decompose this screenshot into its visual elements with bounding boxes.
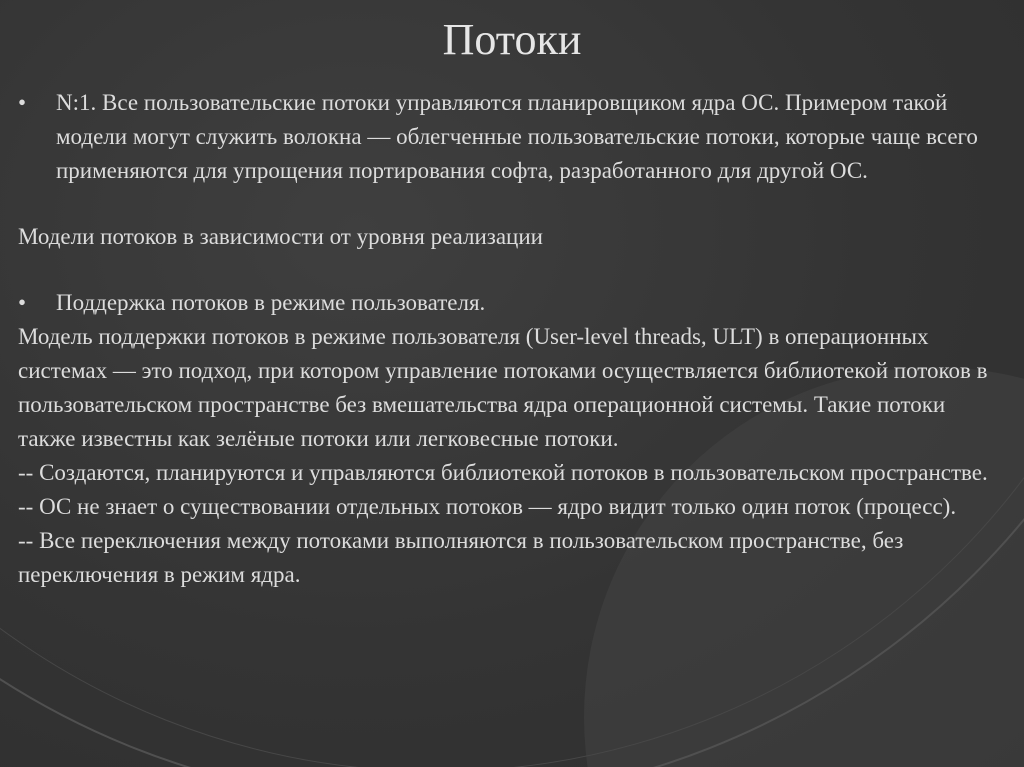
bullet-marker: • [18, 90, 27, 115]
dash-line-2: -- ОС не знает о существовании отдельных потоков — ядро видит только один поток (процесс). [18, 494, 957, 519]
slide-content [18, 86, 1003, 592]
slide-title: Потоки [442, 15, 582, 64]
bullet-marker: • [18, 290, 27, 315]
bullet-item [18, 86, 1003, 188]
models-heading: Модели потоков в зависимости от уровня реализации [18, 224, 543, 249]
bullet-text-ult: Поддержка потоков в режиме пользователя. [56, 290, 486, 315]
bullet-item [18, 286, 1003, 320]
dash-line-1: -- Создаются, планируются и управляются библиотекой потоков в пользовательском пространстве. [18, 460, 988, 485]
dash-line-3: -- Все переключения между потоками выполняются в пользовательском пространстве, без переключения в режим ядра. [18, 528, 904, 587]
bullet-text-n1: N:1. Все пользовательские потоки управляются планировщиком ядра ОС. Примером такой модели могут служить волокна — облегченные пользовательские потоки, которые чаще всего применяются для упрощения портирования софта, разработанного для другой ОС. [56, 90, 978, 183]
ult-paragraph: Модель поддержки потоков в режиме пользователя (User-level threads, ULT) в операционных системах — это подход, при котором управление потоками осуществляется библиотекой потоков в пользовательском пространстве без вмешательства ядра операционной системы. Такие потоки также известны как зелёные потоки или легковесные потоки. [18, 324, 988, 451]
